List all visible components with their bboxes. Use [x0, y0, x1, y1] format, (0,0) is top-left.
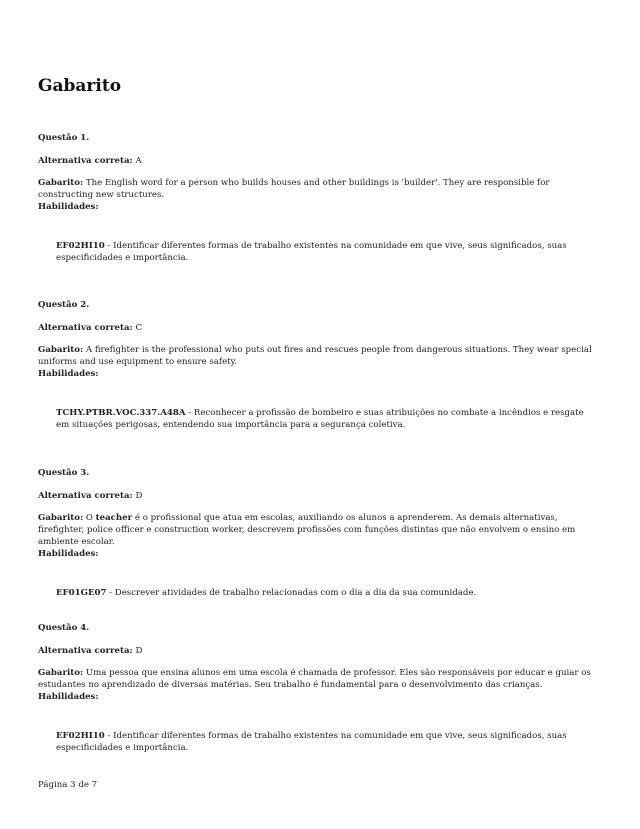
- skill-item: [56, 587, 596, 599]
- explanation: [38, 344, 600, 368]
- answer-label: Alternativa correta:: [38, 646, 133, 656]
- question-number: Questão 2.: [38, 300, 90, 310]
- explanation: [38, 512, 600, 548]
- skill-item: [56, 407, 596, 431]
- answer-label: Alternativa correta:: [38, 156, 133, 166]
- answer-label: Alternativa correta:: [38, 491, 133, 501]
- explanation-text-post: é o profissional que atua em escolas, auxiliando os alunos a aprenderem. As demais alternativas, firefighter, police officer e construction worker, descrevem profissões com funções distintas que não envolvem o ensino em ambiente escolar.: [38, 513, 576, 547]
- skill-item: [56, 240, 596, 264]
- page-number: Página 3 de 7: [38, 780, 98, 790]
- skill-code: EF02HI10: [56, 241, 105, 251]
- correct-answer: [38, 490, 600, 502]
- question-number: Questão 3.: [38, 468, 90, 478]
- skills-label: Habilidades:: [38, 549, 99, 559]
- skills-label: Habilidades:: [38, 369, 99, 379]
- explanation-label: Gabarito:: [38, 668, 84, 678]
- skill-code: TCHY.PTBR.VOC.337.A48A: [56, 408, 186, 418]
- explanation-label: Gabarito:: [38, 345, 84, 355]
- explanation-text: A firefighter is the professional who puts out fires and rescues people from dangerous situations. They wear special uniforms and use equipment to ensure safety.: [38, 345, 592, 367]
- explanation-text-pre: O: [85, 513, 96, 523]
- answer-value: D: [135, 646, 143, 656]
- skill-description: - Identificar diferentes formas de trabalho existentes na comunidade em que vive, seus significados, suas especificidades e importância.: [56, 241, 567, 263]
- answer-label: Alternativa correta:: [38, 323, 133, 333]
- answer-value: C: [135, 323, 143, 333]
- explanation-label: Gabarito:: [38, 513, 84, 523]
- skill-description: - Reconhecer a profissão de bombeiro e suas atribuições no combate a incêndios e resgate em situações perigosas, entendendo sua importância para a segurança coletiva.: [56, 408, 584, 430]
- explanation: [38, 667, 600, 691]
- page-title: Gabarito: [38, 76, 122, 96]
- explanation-text: Uma pessoa que ensina alunos em uma escola é chamada de professor. Eles são responsáveis por educar e guiar os estudantes no aprendizado de diversas matérias. Seu trabalho é fundamental para o desenvolvimento das crianças.: [38, 668, 591, 690]
- answer-value: D: [135, 491, 143, 501]
- correct-answer: [38, 645, 600, 657]
- skills-label: Habilidades:: [38, 202, 99, 212]
- question-3: [38, 467, 600, 599]
- skill-item: [56, 730, 596, 754]
- correct-answer: [38, 322, 600, 334]
- explanation: [38, 177, 600, 201]
- question-4: [38, 622, 600, 754]
- correct-answer: [38, 155, 600, 167]
- explanation-emphasis: teacher: [95, 513, 133, 523]
- answer-value: A: [135, 156, 142, 166]
- explanation-label: Gabarito:: [38, 178, 84, 188]
- explanation-text: The English word for a person who builds houses and other buildings is 'builder'. They are responsible for constructing new structures.: [38, 178, 550, 200]
- skill-description: - Identificar diferentes formas de trabalho existentes na comunidade em que vive, seus significados, suas especificidades e importância.: [56, 731, 567, 753]
- question-number: Questão 1.: [38, 133, 90, 143]
- question-number: Questão 4.: [38, 623, 90, 633]
- question-1: [38, 132, 600, 264]
- skill-code: EF01GE07: [56, 588, 107, 598]
- skill-description: - Descrever atividades de trabalho relacionadas com o dia a dia da sua comunidade.: [106, 588, 477, 598]
- question-2: [38, 299, 600, 431]
- skill-code: EF02HI10: [56, 731, 105, 741]
- skills-label: Habilidades:: [38, 692, 99, 702]
